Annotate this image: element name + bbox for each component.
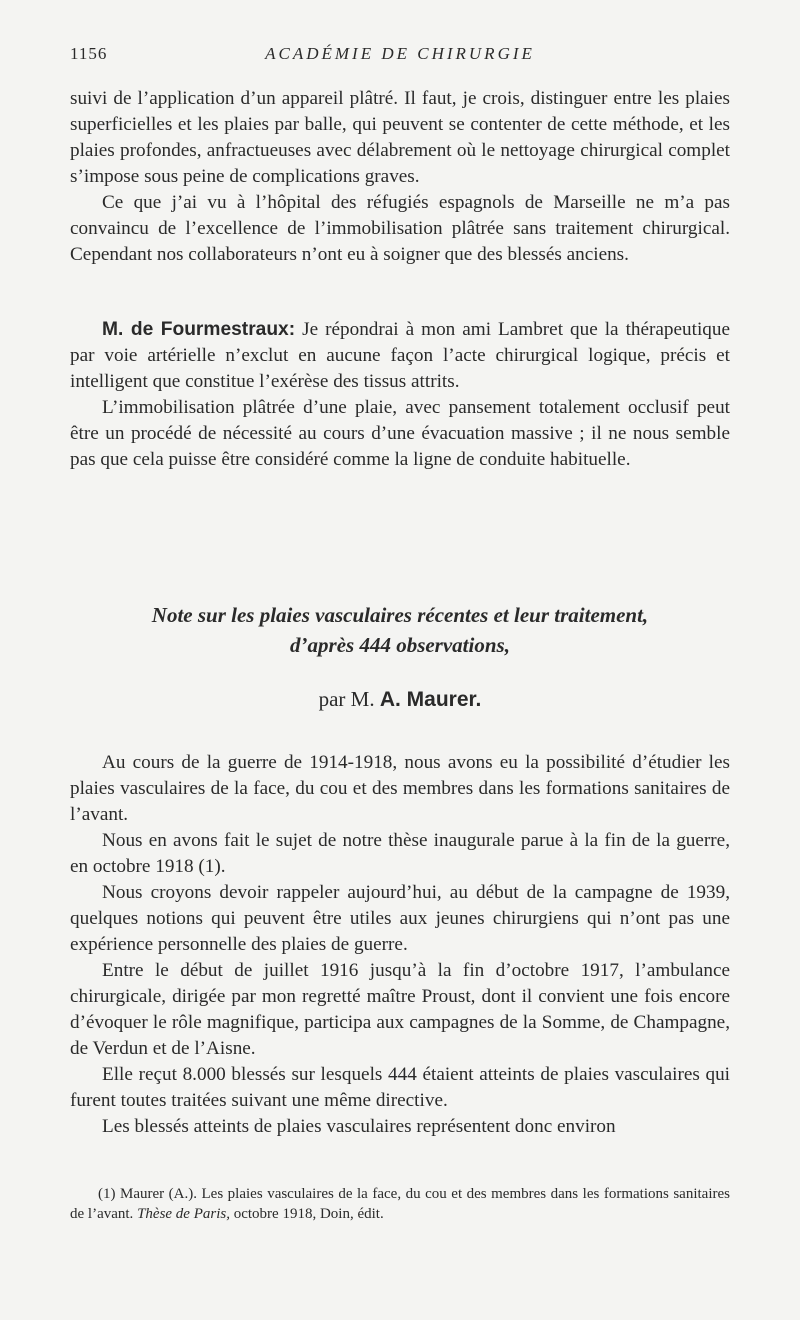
discussion-continuation: [70, 86, 730, 268]
running-title: ACADÉMIE DE CHIRURGIE: [265, 44, 535, 63]
article-byline: [70, 687, 730, 712]
footnote-tail: octobre 1918, Doin, édit.: [233, 1206, 384, 1222]
footnote-text: (1) Maurer (A.). Les plaies vasculaires de la face, du cou et des membres dans les formations sanitaires de l’avant.: [70, 1186, 730, 1222]
page-header: [70, 44, 730, 68]
paragraph: L’immobilisation plâtrée d’une plaie, avec pansement totalement occlusif peut être un procédé de nécessité au cours d’une évacuation massive ; il ne nous semble pas que cela puisse être considéré comme la ligne de conduite habituelle.: [70, 397, 730, 470]
paragraph: Les blessés atteints de plaies vasculaires représentent donc environ: [102, 1116, 616, 1137]
byline-prefix: par M.: [318, 687, 375, 711]
paragraph: Elle reçut 8.000 blessés sur lesquels 444 étaient atteints de plaies vasculaires qui furent toutes traitées suivant une même directive.: [70, 1064, 730, 1111]
reply-text: Je répondrai à mon ami Lambret que la thérapeutique par voie artérielle n’exclut en aucune façon l’acte chirurgical logique, précis et intelligent que constitue l’exérèse des tissus attrits.: [70, 319, 730, 392]
title-line: d’après 444 observations,: [290, 633, 510, 657]
author-name: A. Maurer.: [379, 688, 482, 711]
paragraph: [70, 317, 730, 395]
article-title: [70, 600, 730, 660]
paragraph: Au cours de la guerre de 1914-1918, nous avons eu la possibilité d’étudier les plaies vasculaires de la face, du cou et des membres dans les formations sanitaires de l’avant.: [70, 752, 730, 825]
page-number: 1156: [70, 44, 108, 63]
paragraph: Nous croyons devoir rappeler aujourd’hui, au début de la campagne de 1939, quelques notions qui peuvent être utiles aux jeunes chirurgiens qui n’ont pas une expérience personnelle des plaies de guerre.: [70, 882, 730, 955]
paragraph: Ce que j’ai vu à l’hôpital des réfugiés espagnols de Marseille ne m’a pas convaincu de l’excellence de l’immobilisation plâtrée sans traitement chirurgical. Cependant nos collaborateurs n’ont eu à soigner que des blessés anciens.: [70, 192, 730, 265]
footnote: [70, 1184, 730, 1224]
paragraph: Nous en avons fait le sujet de notre thèse inaugurale parue à la fin de la guerre, en octobre 1918 (1).: [70, 830, 730, 877]
paragraph: Entre le début de juillet 1916 jusqu’à la fin d’octobre 1917, l’ambulance chirurgicale, dirigée par mon regretté maître Proust, dont il convient une fois encore d’évoquer le rôle magnifique, participa aux campagnes de la Somme, de Champagne, de Verdun et de l’Aisne.: [70, 960, 730, 1059]
title-line: Note sur les plaies vasculaires récentes et leur traitement,: [151, 603, 649, 627]
footnote-thesis: Thèse de Paris,: [137, 1206, 230, 1222]
paragraph: suivi de l’application d’un appareil plâtré. Il faut, je crois, distinguer entre les plaies superficielles et les plaies par balle, qui peuvent se contenter de cette méthode, et les plaies profondes, anfractueuses avec délabrement où le nettoyage chirurgical complet s’impose sous peine de complications graves.: [70, 88, 730, 187]
article-body: [70, 750, 730, 1140]
speaker-name: M. de Fourmestraux:: [102, 319, 296, 340]
discussion-reply: [70, 317, 730, 473]
